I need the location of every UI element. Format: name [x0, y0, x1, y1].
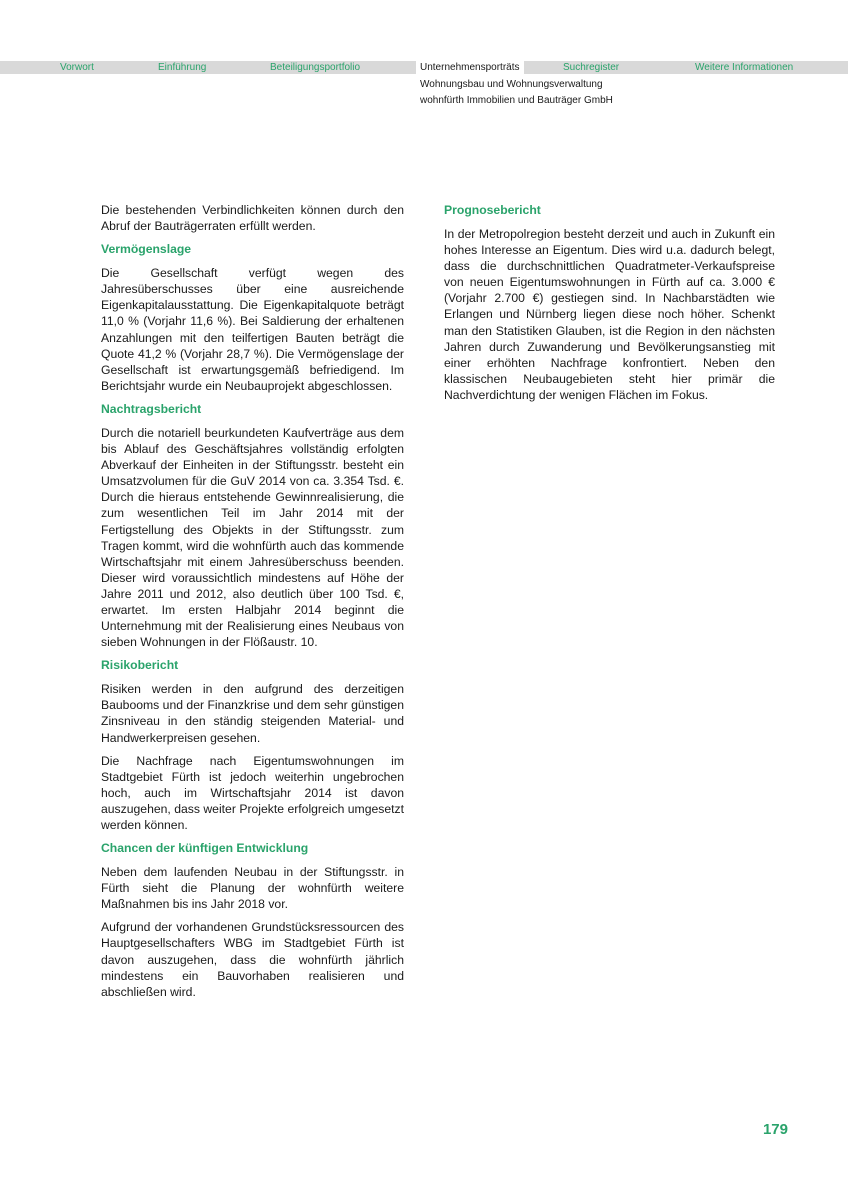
intro-paragraph: Die bestehenden Verbindlichkeiten können durch den Abruf der Bauträgerraten erfüllt werden.	[101, 203, 404, 234]
company-name: wohnfürth Immobilien und Bauträger GmbH	[420, 95, 613, 106]
nav-item-weitere-informationen[interactable]: Weitere Informationen	[695, 62, 794, 73]
paragraph-vermoegenslage: Die Gesellschaft verfügt wegen des Jahresüberschusses über eine ausreichende Eigenkapitalausstattung. Die Eigenkapitalquote beträgt 11,0 % (Vorjahr 11,6 %). Bei Saldierung der erhaltenen Anzahlungen mit den teilfertigen Bauten beträgt die Quote 41,2 % (Vorjahr 28,7 %). Die Vermögenslage der Gesellschaft ist erwartungsgemäß befriedigend. Im Berichtsjahr wurde ein Neubauprojekt abgeschlossen.	[101, 266, 404, 393]
paragraph-prognosebericht: In der Metropolregion besteht derzeit und auch in Zukunft ein hohes Interesse an Eigentum. Dies wird u.a. dadurch belegt, dass die durchschnittlichen Quadratmeter-Verkaufspreise von neuen Eigentumswohnungen in Fürth auf ca. 3.000 € (Vorjahr 2.700 €) gestiegen sind. In Nachbarstädten wie Erlangen und Nürnberg liegen diese noch höher. Schenkt man den Statistiken Glauben, ist die Region in den nächsten Jahren durch Zuwanderung und Bevölkerungsanstieg mit einer erhöhten Nachfrage konfrontiert. Neben den klassischen Neubaugebieten steht hier primär die Nachverdichtung der wenigen Flächen im Fokus.	[444, 227, 775, 402]
heading-prognosebericht: Prognosebericht	[444, 203, 541, 217]
nav-item-suchregister[interactable]: Suchregister	[563, 62, 620, 73]
paragraph-chancen-1: Neben dem laufenden Neubau in der Stiftungsstr. in Fürth sieht die Planung der wohnfürth weitere Maßnahmen bis ins Jahr 2018 vor.	[101, 865, 404, 912]
heading-vermoegenslage: Vermögenslage	[101, 242, 192, 257]
heading-risikobericht: Risikobericht	[101, 658, 179, 673]
nav-item-vorwort[interactable]: Vorwort	[60, 62, 94, 73]
nav-item-einfuehrung[interactable]: Einführung	[158, 62, 207, 73]
page-number: 179	[762, 1121, 788, 1138]
heading-nachtragsbericht: Nachtragsbericht	[101, 401, 202, 416]
paragraph-chancen-2: Aufgrund der vorhandenen Grundstücksressourcen des Hauptgesellschafters WBG im Stadtgebiet Fürth ist davon auszugehen, dass die wohnfürth jährlich mindestens ein Bauvorhaben realisieren und abschließen wird.	[101, 920, 404, 999]
left-column	[101, 202, 404, 1007]
section-subtitle: Wohnungsbau und Wohnungsverwaltung	[420, 79, 603, 90]
heading-chancen: Chancen der künftigen Entwicklung	[101, 841, 309, 856]
paragraph-risikobericht-2: Die Nachfrage nach Eigentumswohnungen im Stadtgebiet Fürth ist jedoch weiterhin ungebrochen hoch, auch im Wirtschaftsjahr 2014 ist davon auszugehen, dass weiter Projekte erfolgreich umgesetzt werden können.	[101, 753, 404, 832]
nav-item-unternehmensportraets[interactable]: Unternehmensporträts	[416, 61, 524, 74]
right-column	[444, 202, 775, 410]
nav-item-beteiligungsportfolio[interactable]: Beteiligungsportfolio	[270, 62, 361, 73]
paragraph-risikobericht-1: Risiken werden in den aufgrund des derzeitigen Baubooms und der Finanzkrise und dem sehr günstigen Zinsniveau in den ständig steigenden Material- und Handwerkerpreisen gesehen.	[101, 682, 404, 745]
paragraph-nachtragsbericht: Durch die notariell beurkundeten Kaufverträge aus dem bis Ablauf des Geschäftsjahres vollständig erfolgten Abverkauf der Einheiten in der Stiftungsstr. besteht ein Umsatzvolumen für die GuV 2014 von ca. 3.354 Tsd. €. Durch die hieraus entstehende Gewinnrealisierung, die zum wesentlichen Teil im Jahr 2014 mit der Fertigstellung des Objekts in der Stiftungsstr. zum Tragen kommt, wird die wohnfürth auch das kommende Wirtschaftsjahr mit einem Jahresüberschuss beenden. Dieser wird voraussichtlich mindestens auf Höhe der Jahre 2011 und 2012, also deutlich über 100 Tsd. €, erwartet. Im ersten Halbjahr 2014 beginnt die Unternehmung mit der Realisierung eines Neubaus von sieben Wohnungen in der Flößaustr. 10.	[101, 425, 404, 650]
top-navigation-bar	[0, 61, 848, 74]
